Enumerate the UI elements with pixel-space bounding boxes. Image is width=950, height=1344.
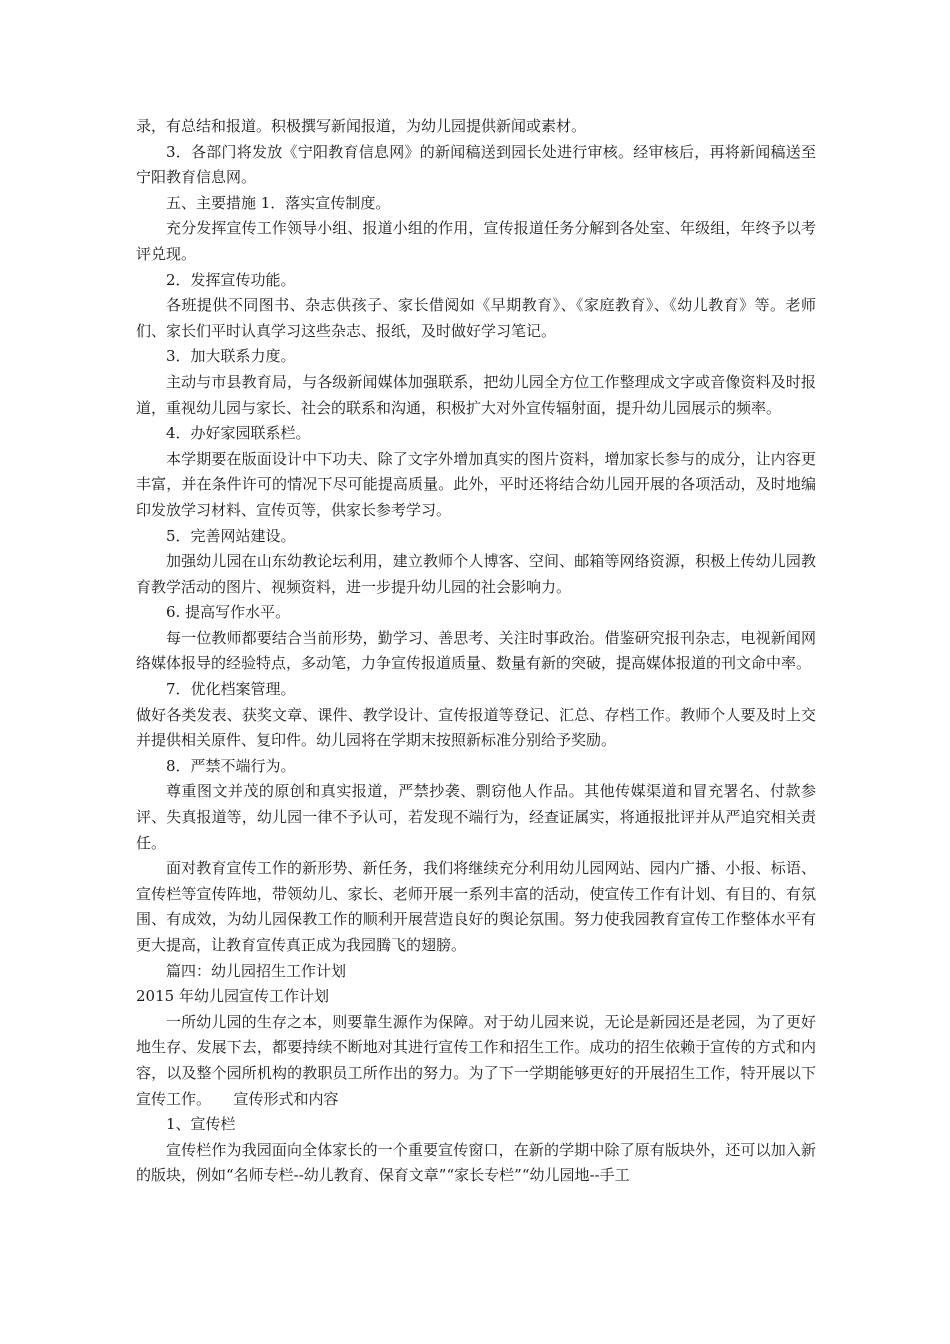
paragraph: 主动与市县教育局，与各级新闻媒体加强联系，把幼儿园全方位工作整理成文字或音像资料及时报道，重视幼儿园与家长、社会的联系和沟通，积极扩大对外宣传辐射面，提升幼儿园展示的频率。	[136, 372, 816, 417]
paragraph: 做好各类发表、获奖文章、课件、教学设计、宣传报道等登记、汇总、存档工作。教师个人要及时上交并提供相关原件、复印件。幼儿园将在学期末按照新标准分别给予奖励。	[136, 705, 816, 750]
paragraph: 本学期要在版面设计中下功夫、除了文字外增加真实的图片资料，增加家长参与的成分，让内容更丰富，并在条件许可的情况下尽可能提高质量。此外，平时还将结合幼儿园开展的各项活动，及时地编印发放学习材料、宣传页等，供家长参考学习。	[136, 449, 816, 519]
paragraph: 各班提供不同图书、杂志供孩子、家长借阅如《早期教育》、《家庭教育》、《幼儿教育》等。老师们、家长们平时认真学习这些杂志、报纸，及时做好学习笔记。	[136, 296, 816, 340]
paragraph: 尊重图文并茂的原创和真实报道，严禁抄袭、剽窃他人作品。其他传媒渠道和冒充署名、付款参评、失真报道等，幼儿园一律不予认可，若发现不端行为，经查证属实，将通报批评并从严追究相关责任。	[136, 782, 816, 852]
paragraph: 5．完善网站建设。	[166, 526, 296, 545]
paragraph: 8．严禁不端行为。	[166, 756, 296, 775]
paragraph: 6. 提高写作水平。	[166, 603, 291, 622]
document-page	[136, 114, 816, 1189]
paragraph: 宣传栏作为我园面向全体家长的一个重要宣传窗口，在新的学期中除了原有版块外，还可以加入新的版块，例如“名师专栏--幼儿教育、保育文章”“家长专栏”“幼儿园地--手工	[136, 1140, 816, 1185]
paragraph: 3．加大联系力度。	[166, 347, 296, 366]
paragraph: 面对教育宣传工作的新形势、新任务，我们将继续充分利用幼儿园网站、园内广播、小报、标语、宣传栏等宣传阵地，带领幼儿、家长、老师开展一系列丰富的活动，使宣传工作有计划、有目的、有氛围、有成效，为幼儿园保教工作的顺利开展营造良好的舆论氛围。努力使我园教育宣传工作整体水平有更大提高，让教育宣传真正成为我园腾飞的翅膀。	[136, 859, 816, 954]
paragraph: 录，有总结和报道。积极撰写新闻报道，为幼儿园提供新闻或素材。	[136, 117, 587, 135]
paragraph: 4．办好家园联系栏。	[166, 424, 311, 443]
paragraph: 2015 年幼儿园宣传工作计划	[136, 987, 329, 1006]
paragraph: 2．发挥宣传功能。	[166, 270, 296, 289]
paragraph: 篇四：幼儿园招生工作计划	[166, 961, 347, 980]
paragraph: 充分发挥宣传工作领导小组、报道小组的作用，宣传报道任务分解到各处室、年级组，年终予以考评兑现。	[136, 219, 816, 263]
paragraph: 五、主要措施 1．落实宣传制度。	[166, 193, 391, 212]
paragraph: 1、宣传栏	[166, 1115, 236, 1134]
paragraph: 加强幼儿园在山东幼教论坛利用，建立教师个人博客、空间、邮箱等网络资源，积极上传幼儿园教育教学活动的图片、视频资料，进一步提升幼儿园的社会影响力。	[136, 552, 816, 596]
paragraph: 7．优化档案管理。	[166, 680, 296, 699]
paragraph: 3．各部门将发放《宁阳教育信息网》的新闻稿送到园长处进行审核。经审核后，再将新闻稿送至宁阳教育信息网。	[136, 142, 816, 187]
paragraph: 每一位教师都要结合当前形势，勤学习、善思考、关注时事政治。借鉴研究报刊杂志，电视新闻网络媒体报导的经验特点，多动笔，力争宣传报道质量、数量有新的突破，提高媒体报道的刊文命中率。	[136, 628, 816, 673]
paragraph: 一所幼儿园的生存之本，则要靠生源作为保障。对于幼儿园来说，无论是新园还是老园，为了更好地生存、发展下去，都要持续不断地对其进行宣传工作和招生工作。成功的招生依赖于宣传的方式和内容，以及整个园所机构的教职员工所作出的努力。为了下一学期能够更好的开展招生工作，特开展以下宣传工作。 宣传形式和内容	[136, 1012, 816, 1108]
